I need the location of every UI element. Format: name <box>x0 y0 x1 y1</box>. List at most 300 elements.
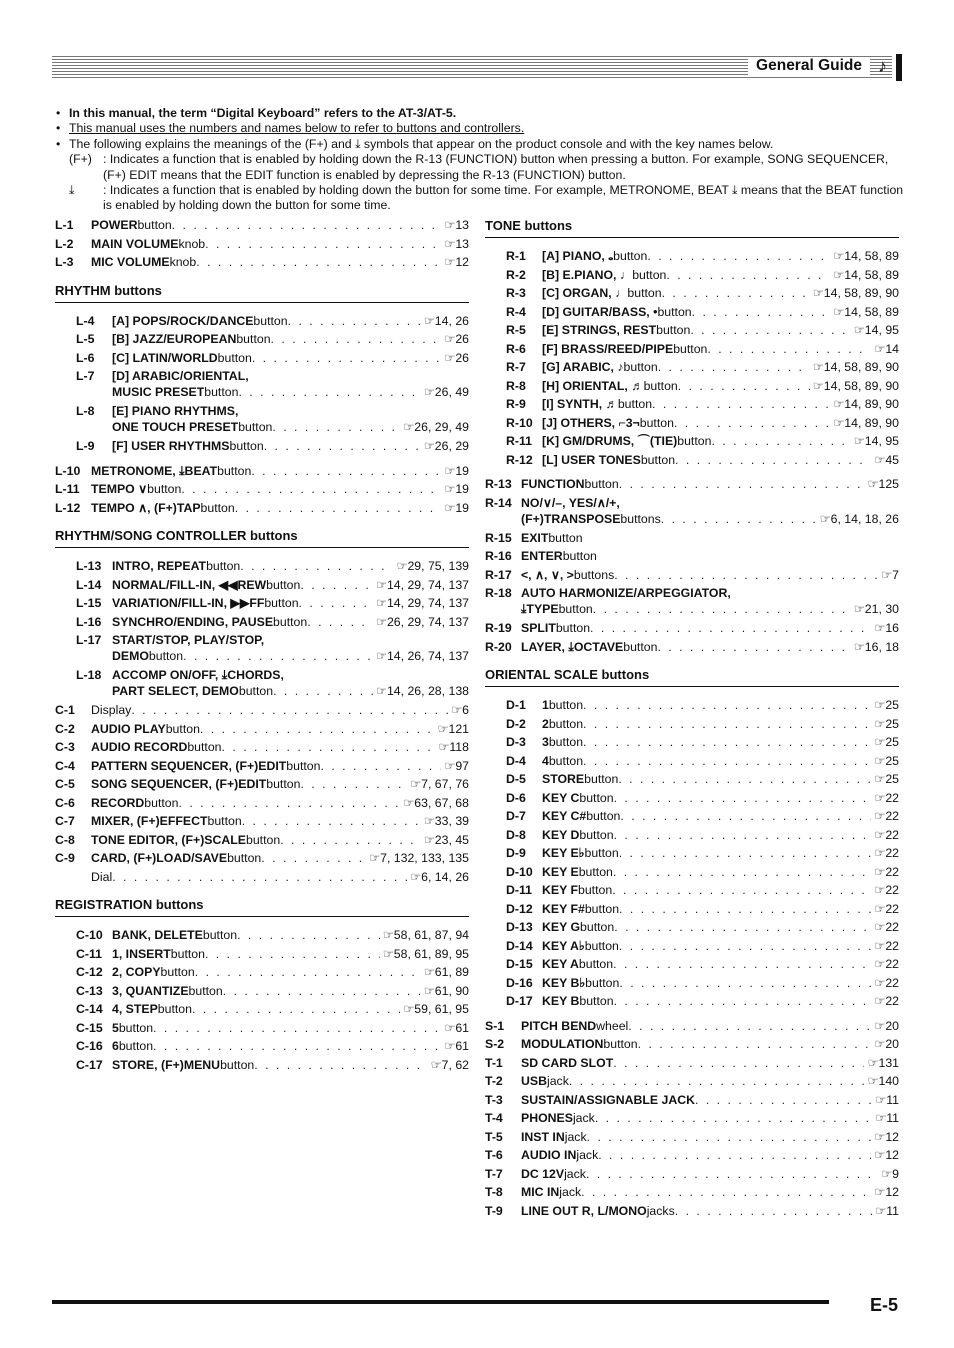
entry-code: C-12 <box>76 965 103 979</box>
leader-dots <box>619 476 865 492</box>
entry-row <box>55 739 469 755</box>
leader-dots <box>619 975 871 991</box>
section-heading: TONE buttons <box>485 218 899 238</box>
page-reference: ☞26, 29, 49 <box>403 420 469 434</box>
entry-row <box>76 1038 469 1054</box>
entry-row <box>55 481 469 497</box>
page-reference: ☞19 <box>444 500 469 515</box>
entry-type: button <box>204 385 239 399</box>
page-reference: ☞23, 45 <box>423 832 469 847</box>
page-reference: ☞25 <box>874 753 899 768</box>
page-reference: ☞14, 29, 74, 137 <box>375 596 469 610</box>
entry-type: button <box>220 1057 255 1072</box>
entry-code: R-17 <box>485 567 512 582</box>
entry-row <box>506 322 899 338</box>
entry-code: R-5 <box>506 323 526 337</box>
entry-type: button <box>639 415 674 430</box>
entry-row <box>506 790 899 806</box>
leader-dots <box>598 1147 871 1163</box>
page-reference: ☞26 <box>444 332 469 346</box>
page-reference: ☞12 <box>874 1185 899 1199</box>
leader-dots <box>613 864 871 880</box>
entry-type: jack <box>576 1148 599 1162</box>
entry-row <box>485 1036 899 1052</box>
page-reference: ☞22 <box>874 809 899 823</box>
entry-row <box>76 595 469 611</box>
entry-row <box>521 511 899 527</box>
leader-dots <box>288 313 421 329</box>
leader-dots <box>273 683 373 699</box>
page-number: E-5 <box>870 1295 899 1315</box>
entry-name: AUDIO PLAY <box>91 721 166 736</box>
entry-name: USB <box>521 1074 547 1088</box>
entry-name: 1 <box>542 698 549 712</box>
entry-name: MIXER, (F+)EFFECT <box>91 814 208 828</box>
entry-code: D-7 <box>506 809 526 823</box>
page-reference: ☞22 <box>874 920 899 934</box>
entry-code: R-16 <box>485 549 512 563</box>
entry-row <box>112 419 469 435</box>
leader-dots <box>638 1036 872 1052</box>
section-heading: ORIENTAL SCALE buttons <box>485 667 899 687</box>
entry-code: D-10 <box>506 864 533 879</box>
page-reference: ☞20 <box>874 1037 899 1051</box>
footer-rule <box>52 1300 829 1304</box>
leader-dots <box>613 1055 864 1071</box>
page-reference: ☞25 <box>874 772 899 786</box>
entry-code: T-5 <box>485 1129 503 1144</box>
entry-type: button <box>677 434 712 448</box>
entry-row <box>112 683 469 699</box>
page-reference: ☞12 <box>874 1129 899 1144</box>
entry-code: D-1 <box>506 698 526 712</box>
entry-name: 4, STEP <box>112 1002 158 1016</box>
entry-name: STORE <box>542 772 585 786</box>
entry-name-line1: [D] ARABIC/ORIENTAL, <box>112 369 249 383</box>
entry-code: C-9 <box>55 851 75 865</box>
page-reference: ☞19 <box>444 463 469 478</box>
page-reference: ☞121 <box>437 721 469 736</box>
entry-type: button <box>562 549 597 563</box>
entry-first-line <box>76 667 284 683</box>
entry-code: C-5 <box>55 777 75 791</box>
entry-row <box>485 1166 899 1182</box>
entry-type: button <box>160 965 195 979</box>
page-reference: ☞14, 95 <box>853 434 899 448</box>
entry-first-line <box>485 585 731 601</box>
entry-name: KEY A <box>542 957 579 971</box>
leader-dots <box>628 1018 871 1034</box>
leader-dots <box>674 415 830 431</box>
entry-name: MIC VOLUME <box>91 255 170 269</box>
entry-code: L-17 <box>76 633 102 647</box>
entry-type: button <box>253 313 288 328</box>
page-reference: ☞12 <box>874 1148 899 1162</box>
entry-type: button <box>217 350 252 365</box>
leader-dots <box>271 331 442 347</box>
page-reference: ☞22 <box>874 864 899 879</box>
entry-row <box>55 832 469 848</box>
entry-name: 2, COPY <box>112 965 161 979</box>
entry-type: button <box>217 463 252 478</box>
entry-name: TONE EDITOR, (F+)SCALE <box>91 832 246 847</box>
entry-name: TEMPO ∧, (F+)TAP <box>91 500 201 515</box>
entry-row <box>55 850 469 866</box>
entry-type: button <box>640 452 676 467</box>
entry-name: STORE, (F+)MENU <box>112 1057 221 1072</box>
page-reference: ☞22 <box>874 901 899 916</box>
entry-type: button <box>207 814 242 828</box>
leader-dots <box>587 1129 872 1145</box>
entry-name: MODULATION <box>521 1037 604 1051</box>
entry-name: [E] STRINGS, REST <box>542 323 657 337</box>
entry-type: button <box>264 596 299 610</box>
entry-code: C-11 <box>76 946 102 961</box>
entry-code: T-3 <box>485 1092 503 1107</box>
page-reference: ☞21, 30 <box>853 602 899 616</box>
entry-type: buttons <box>573 567 615 582</box>
page-reference: ☞14, 89, 90 <box>833 397 899 411</box>
entry-code: C-15 <box>76 1020 103 1035</box>
entry-name: KEY A♭ <box>542 938 585 953</box>
entry-first-line <box>485 495 620 511</box>
entry-name: ENTER <box>521 549 563 563</box>
entry-code: D-13 <box>506 920 533 934</box>
leader-dots <box>595 1110 872 1126</box>
leader-dots <box>200 721 435 737</box>
leader-dots <box>183 648 373 664</box>
leader-dots <box>647 248 830 264</box>
entry-code: D-5 <box>506 772 526 786</box>
entry-name: [F] BRASS/REED/PIPE <box>542 341 674 356</box>
entry-code: L-4 <box>76 313 95 328</box>
entry-type: button <box>548 735 584 749</box>
entry-code: D-3 <box>506 735 526 749</box>
entry-name: SD CARD SLOT <box>521 1055 614 1070</box>
entry-code: L-2 <box>55 236 74 251</box>
entry-row <box>55 795 469 811</box>
leader-dots <box>678 378 810 394</box>
entry-code: L-13 <box>76 559 102 573</box>
leader-dots <box>172 217 442 233</box>
entry-type: wheel <box>596 1018 629 1033</box>
entry-name: DEMO <box>112 649 149 663</box>
entry-name: POWER <box>91 218 138 232</box>
entry-name: LINE OUT R, L/MONO <box>521 1203 647 1218</box>
leader-dots <box>619 938 871 954</box>
entry-name: CARD, (F+)LOAD/SAVE <box>91 851 228 865</box>
leader-dots <box>299 595 373 611</box>
leader-dots <box>235 500 442 516</box>
leader-dots <box>657 639 850 655</box>
entry-type: button <box>187 740 222 754</box>
entry-row <box>506 882 899 898</box>
leader-dots <box>261 850 366 866</box>
entry-name: 5 <box>112 1020 119 1035</box>
page-reference: ☞26, 29 <box>423 439 469 453</box>
entry-type: button <box>627 286 662 300</box>
leader-dots <box>661 511 817 527</box>
entry-code: C-4 <box>55 758 75 773</box>
entry-code: L-6 <box>76 350 95 365</box>
entry-code: L-9 <box>76 439 95 453</box>
page-reference: ☞29, 75, 139 <box>396 559 469 573</box>
entry-name: [C] ORGAN, ♩ <box>542 286 628 300</box>
entry-type: button <box>632 267 667 282</box>
entry-row <box>485 1055 899 1071</box>
leader-dots <box>264 438 421 454</box>
entry-code: R-15 <box>485 530 512 545</box>
entry-row <box>485 1018 899 1034</box>
entry-name: AUDIO RECORD <box>91 740 188 754</box>
section-heading: RHYTHM/SONG CONTROLLER buttons <box>55 528 469 548</box>
entry-name: KEY C <box>542 790 580 805</box>
page-reference: ☞26 <box>444 350 469 365</box>
entry-row <box>55 758 469 774</box>
entry-code: D-2 <box>506 716 526 731</box>
entry-name: FUNCTION <box>521 477 585 491</box>
entry-row <box>55 721 469 737</box>
leader-dots <box>583 753 871 769</box>
entry-name: (F+)TRANSPOSE <box>521 511 621 526</box>
leader-dots <box>675 1203 872 1219</box>
entry-name: MAIN VOLUME <box>91 236 179 251</box>
leader-dots <box>583 697 871 713</box>
entry-row <box>506 716 899 732</box>
entry-row <box>506 919 899 935</box>
entry-code: R-10 <box>506 415 533 430</box>
entry-code: L-12 <box>55 500 81 515</box>
page-reference: ☞11 <box>875 1111 899 1125</box>
entry-code: S-2 <box>485 1037 505 1051</box>
entry-code: C-3 <box>55 740 75 754</box>
entry-row <box>506 396 899 412</box>
entry-row <box>55 463 469 479</box>
entry-type: button <box>584 938 619 953</box>
intro-definition <box>69 183 906 214</box>
entry-code: R-12 <box>506 452 533 467</box>
entry-row <box>485 1110 899 1126</box>
page-reference: ☞22 <box>874 975 899 990</box>
entry-name-line1: START/STOP, PLAY/STOP, <box>112 633 265 647</box>
entry-code: L-3 <box>55 255 74 269</box>
entry-type: button <box>617 397 653 411</box>
entry-code: L-16 <box>76 614 102 629</box>
leader-dots <box>711 433 850 449</box>
page-reference: ☞7 <box>881 567 899 582</box>
entry-name: [I] SYNTH, ♬ <box>542 397 618 411</box>
entry-type: button <box>579 827 614 842</box>
page-reference: ☞131 <box>867 1055 899 1070</box>
entry-type: button <box>580 920 615 934</box>
entry-code: R-18 <box>485 586 512 600</box>
entry-row <box>55 500 469 516</box>
entry-type: button <box>286 758 321 773</box>
entry-type: button <box>558 602 593 616</box>
page-reference: ☞58, 61, 87, 94 <box>382 928 469 942</box>
leader-dots <box>181 481 441 497</box>
entry-row <box>76 614 469 630</box>
entry-code: T-4 <box>485 1111 503 1125</box>
page-reference: ☞6 <box>451 703 469 717</box>
leader-dots <box>614 790 872 806</box>
entry-name: INST IN <box>521 1129 565 1144</box>
entry-name: [B] JAZZ/EUROPEAN <box>112 332 237 346</box>
leader-dots <box>692 304 831 320</box>
leader-dots <box>192 1001 400 1017</box>
entry-type: jack <box>564 1129 587 1144</box>
entry-name: AUDIO IN <box>521 1148 577 1162</box>
leader-dots <box>590 620 871 636</box>
entry-code: D-14 <box>506 938 533 953</box>
entry-row <box>112 648 469 664</box>
entry-row <box>76 1001 469 1017</box>
entry-name: KEY E <box>542 864 579 879</box>
entry-name: <, ∧, ∨, > <box>521 567 574 582</box>
entry-row <box>485 1092 899 1108</box>
leader-dots <box>223 983 421 999</box>
entry-type: button <box>144 795 179 810</box>
entry-name: [A] PIANO, 𝅝 <box>542 249 614 263</box>
intro-notes <box>56 106 906 214</box>
entry-code: L-10 <box>55 463 81 478</box>
page-reference: ☞12 <box>444 255 469 269</box>
leader-dots <box>222 739 436 755</box>
entry-type: Display <box>91 703 132 717</box>
page-reference: ☞6, 14, 18, 26 <box>819 511 899 526</box>
page-reference: ☞22 <box>874 827 899 842</box>
entry-row <box>76 1057 469 1073</box>
entry-code: T-7 <box>485 1166 503 1181</box>
entry-code: T-1 <box>485 1055 503 1070</box>
entry-name: RECORD <box>91 795 145 810</box>
entry-code: R-20 <box>485 639 512 654</box>
leader-dots <box>320 758 441 774</box>
page-reference: ☞14, 58, 89 <box>833 249 899 263</box>
leader-dots <box>707 341 871 357</box>
page-reference: ☞58, 61, 89, 95 <box>382 946 469 961</box>
intro-text: In this manual, the term “Digital Keyboard” refers to the AT-3/AT-5. <box>69 106 457 120</box>
page-reference: ☞20 <box>874 1018 899 1033</box>
leader-dots <box>242 813 421 829</box>
leader-dots <box>252 350 441 366</box>
entry-name: 6 <box>112 1039 119 1053</box>
entry-code: C-16 <box>76 1039 103 1053</box>
entry-name-line1: AUTO HARMONIZE/ARPEGGIATOR, <box>521 586 731 600</box>
entry-code: L-5 <box>76 332 95 346</box>
definition-symbol: (F+) <box>69 152 92 167</box>
entry-type: button <box>579 790 614 805</box>
entry-name: KEY B <box>542 994 580 1008</box>
entry-row <box>506 697 899 713</box>
entry-code <box>55 869 91 885</box>
entry-type: button <box>202 928 238 942</box>
bullet-mark: • <box>56 136 61 151</box>
page-reference: ☞14, 58, 89, 90 <box>812 286 899 300</box>
entry-code: R-1 <box>506 249 526 263</box>
entry-row <box>506 956 899 972</box>
entry-name: [L] USER TONES <box>542 452 641 467</box>
entry-type: button <box>584 477 619 491</box>
entry-row <box>485 567 899 583</box>
entry-type: button <box>118 1020 154 1035</box>
entry-code: D-6 <box>506 790 526 805</box>
entry-type: button <box>236 332 271 346</box>
section-heading: REGISTRATION buttons <box>55 897 469 917</box>
entry-name: KEY D <box>542 827 580 842</box>
leader-dots <box>586 1166 878 1182</box>
entry-code: C-7 <box>55 814 75 828</box>
leader-dots <box>254 1057 427 1073</box>
page-reference: ☞22 <box>874 938 899 953</box>
entry-type: button <box>578 957 614 971</box>
leader-dots <box>666 267 830 283</box>
entry-code: C-2 <box>55 721 75 736</box>
entry-type: button <box>238 420 273 434</box>
leader-dots <box>300 577 373 593</box>
entry-code: D-17 <box>506 994 533 1008</box>
entry-name: [C] LATIN/WORLD <box>112 350 218 365</box>
entry-row <box>76 1020 469 1036</box>
entry-type: button <box>229 439 264 453</box>
entry-code: D-8 <box>506 827 526 842</box>
entry-code: C-17 <box>76 1057 103 1072</box>
page-reference: ☞22 <box>874 957 899 971</box>
entry-code: C-1 <box>55 703 75 717</box>
entry-row <box>506 304 899 320</box>
entry-row <box>485 1073 899 1089</box>
definition-text: : Indicates a function that is enabled by holding down the button for some time. For example, METRONOME, BEAT ⤓ means that the BEAT function is enabled by holding down the button for some time. <box>103 183 904 213</box>
entry-row <box>485 530 899 546</box>
page-reference: ☞16 <box>874 621 899 635</box>
entry-name: KEY G <box>542 920 581 934</box>
page-reference: ☞7, 62 <box>430 1057 469 1072</box>
leader-dots <box>614 827 872 843</box>
definition-symbol: ⤓ <box>69 183 75 198</box>
entry-code: L-15 <box>76 596 102 610</box>
page-reference: ☞33, 39 <box>423 814 469 828</box>
entry-type: jacks <box>646 1203 675 1218</box>
page-reference: ☞13 <box>444 236 469 251</box>
entry-code: C-14 <box>76 1002 103 1016</box>
intro-text: This manual uses the numbers and names below to refer to buttons and controllers. <box>69 121 525 136</box>
leader-dots <box>238 384 420 400</box>
entry-name: NORMAL/FILL-IN, ◀◀REW <box>112 577 267 592</box>
entry-type: button <box>548 698 584 712</box>
leader-dots <box>614 919 871 935</box>
entry-name: [K] GM/DRUMS, ⌒(TIE) <box>542 434 678 448</box>
intro-text: The following explains the meanings of the (F+) and ⤓ symbols that appear on the product console and with the key names below. <box>69 136 774 151</box>
entry-row <box>521 601 899 617</box>
entry-name: BANK, DELETE <box>112 928 203 942</box>
entry-row <box>506 433 899 449</box>
entry-first-line <box>76 632 264 648</box>
entry-type: button <box>579 994 614 1008</box>
entry-type: button <box>584 772 619 786</box>
entry-code: R-2 <box>506 267 526 282</box>
entry-row <box>506 993 899 1009</box>
entry-code: L-7 <box>76 369 95 383</box>
page-reference: ☞19 <box>444 482 469 496</box>
page-reference: ☞25 <box>874 698 899 712</box>
entry-row <box>506 864 899 880</box>
entry-name: PITCH BEND <box>521 1018 597 1033</box>
entry-row <box>76 983 469 999</box>
page-reference: ☞14, 26, 28, 138 <box>375 684 469 698</box>
entry-row <box>76 438 469 454</box>
entry-code: D-12 <box>506 901 533 916</box>
leader-dots <box>695 1092 872 1108</box>
